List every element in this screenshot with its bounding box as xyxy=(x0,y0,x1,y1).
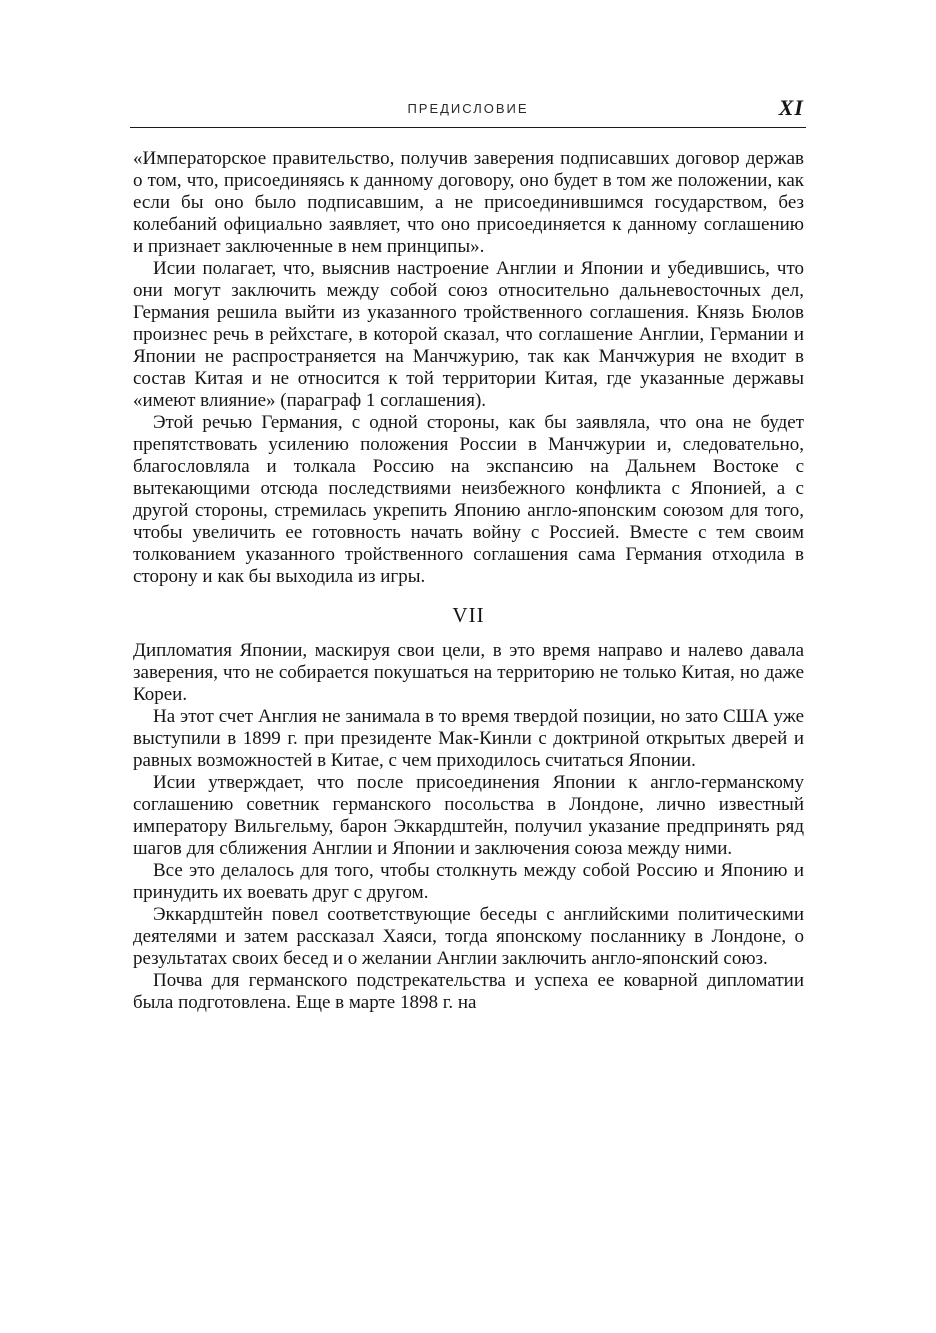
paragraph: Исии утверждает, что после присоединения Японии к англо-германскому соглашению советник германского посольства в Лондоне, лично известный императору Вильгельму, барон Эккардштейн, получил указание предпринять ряд шагов для сближения Англии и Японии и заключения союза между ними. xyxy=(133,772,804,859)
section-heading: VII xyxy=(452,603,485,627)
paragraph: Дипломатия Японии, маскируя свои цели, в это время направо и налево давала заверения, что не собирается покушаться на территорию не только Китая, но даже Кореи. xyxy=(133,640,804,705)
paragraph: Почва для германского подстрекательства и успеха ее коварной дипломатии была подготовлена. Еще в марте 1898 г. на xyxy=(133,970,804,1013)
paragraph: Этой речью Германия, с одной стороны, как бы заявляла, что она не будет препятствовать усилению положения России в Манчжурии и, следовательно, благословляла и толкала Россию на экспансию на Дальнем Востоке с вытекающими отсюда последствиями неизбежного конфликта с Японией, а с другой стороны, стремилась укрепить Японию англо-японским союзом для того, чтобы увеличить ее готовность начать войну с Россией. Вместе с тем своим толкованием указанного тройственного соглашения сама Германия отходила в сторону и как бы выходила из игры. xyxy=(133,412,804,587)
page-number: XI xyxy=(778,95,804,120)
page-header xyxy=(130,95,806,128)
paragraph: Все это делалось для того, чтобы столкнуть между собой Россию и Японию и принудить их воевать друг с другом. xyxy=(133,860,804,903)
paragraph: Исии полагает, что, выяснив настроение Англии и Японии и убедившись, что они могут заключить между собой союз относительно дальневосточных дел, Германия решила выйти из указанного тройственного соглашения. Князь Бюлов произнес речь в рейхстаге, в которой сказал, что соглашение Англии, Германии и Японии не распространяется на Манчжурию, так как Манчжурия не входит в состав Китая и не относится к той территории Китая, где указанные державы «имеют влияние» (параграф 1 соглашения). xyxy=(133,258,804,411)
paragraph-quote: «Императорское правительство, получив заверения подписавших договор держав о том, что, присоединяясь к данному договору, оно будет в том же положении, как если бы оно было подписавшим, а не присоединившимся государством, без колебаний официально заявляет, что оно присоединяется к данному соглашению и признает заключенные в нем принципы». xyxy=(133,148,804,257)
paragraph: Эккардштейн повел соответствующие беседы с английскими политическими деятелями и затем рассказал Хаяси, тогда японскому посланнику в Лондоне, о результатах своих бесед и о желании Англии заключить англо-японский союз. xyxy=(133,904,804,969)
running-title: ПРЕДИСЛОВИЕ xyxy=(407,101,529,116)
paragraph: На этот счет Англия не занимала в то время твердой позиции, но зато США уже выступили в 1899 г. при президенте Мак-Кинли с доктриной открытых дверей и равных возможностей в Китае, с чем приходилось считаться Японии. xyxy=(133,706,804,771)
body-text xyxy=(133,148,804,1014)
